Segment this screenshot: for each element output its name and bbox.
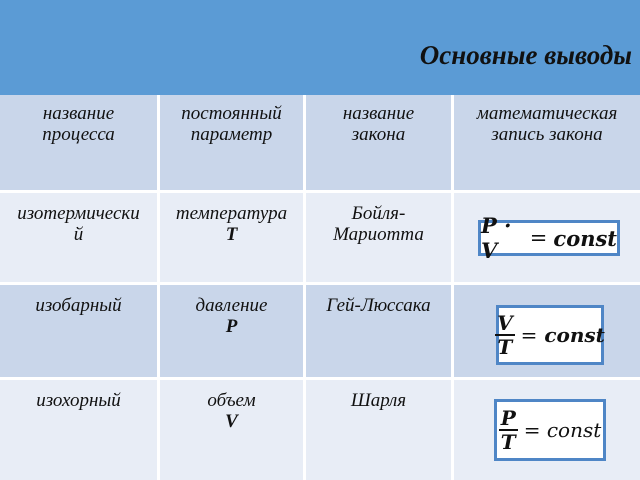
row-isochoric-formula: [454, 380, 640, 480]
row-isochoric-process: изохорный: [0, 380, 160, 480]
row-isothermal-formula: [454, 193, 640, 285]
row-isobaric-law: Гей-Люссака: [306, 285, 454, 380]
row-isochoric-law: Шарля: [306, 380, 454, 480]
formula-box-boyle-mariotte: P · V = const: [478, 220, 620, 256]
fraction-v-over-t: $\frac{V}{T}$: [497, 311, 513, 359]
formula-box-gay-lussac: $\frac{V}{T}$ = const: [496, 305, 604, 365]
header-formula: математическая запись закона: [454, 95, 640, 193]
formula-box-charles: $\frac{P}{T}$ = const: [494, 399, 606, 461]
header-process: название процесса: [0, 95, 160, 193]
row-isobaric-process: изобарный: [0, 285, 160, 380]
title-bar: [0, 0, 640, 95]
row-isothermal-law: Бойля- Мариотта: [306, 193, 454, 285]
slide-title: Основные выводы: [419, 40, 632, 70]
header-law: название закона: [306, 95, 454, 193]
header-parameter: постоянный параметр: [160, 95, 306, 193]
row-isobaric-formula: [454, 285, 640, 380]
row-isobaric-parameter: давление P: [160, 285, 306, 380]
summary-table: [0, 95, 640, 480]
row-isothermal-parameter: температура T: [160, 193, 306, 285]
row-isochoric-parameter: объем V: [160, 380, 306, 480]
row-isothermal-process: изотермически й: [0, 193, 160, 285]
fraction-p-over-t: $\frac{P}{T}$: [500, 406, 516, 454]
